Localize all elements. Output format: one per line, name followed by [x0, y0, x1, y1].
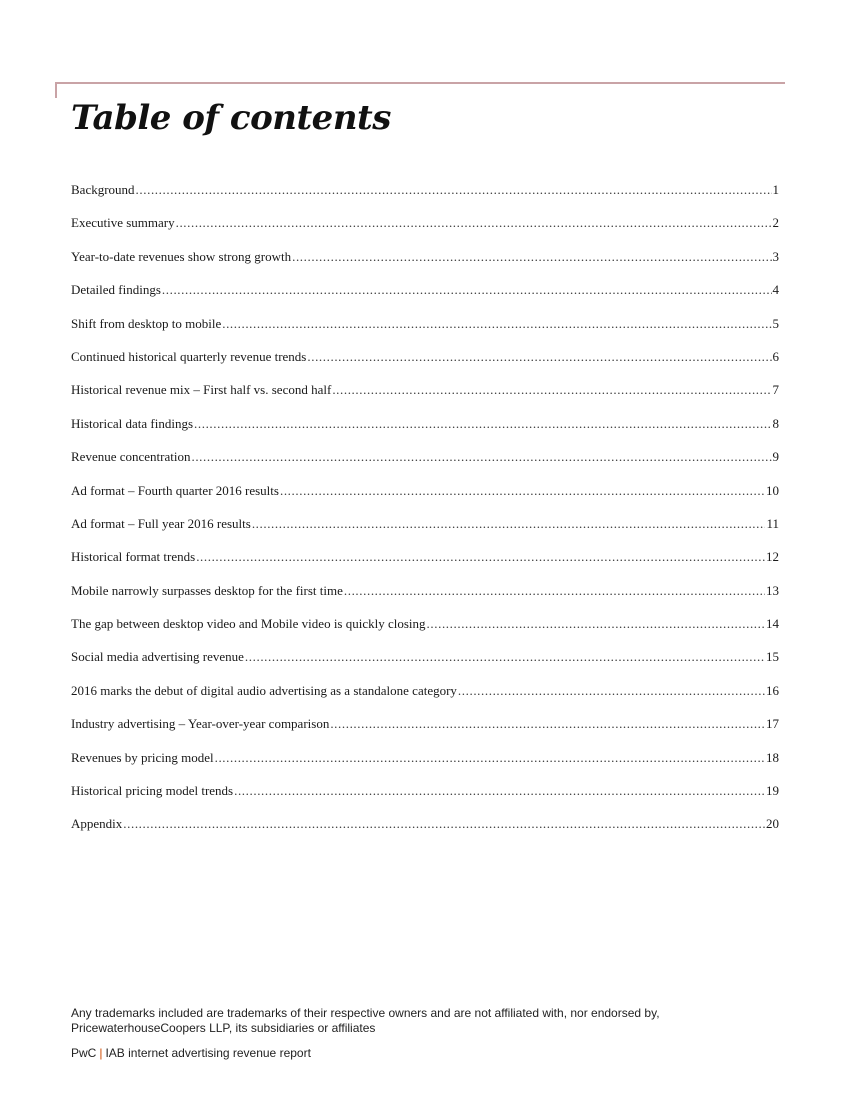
- toc-entry[interactable]: [71, 781, 779, 814]
- toc-dot-leader: [252, 514, 766, 534]
- toc-entry-label: Appendix: [71, 816, 123, 832]
- toc-entry[interactable]: [71, 814, 779, 847]
- toc-entry[interactable]: [71, 180, 779, 213]
- toc-entry-label: Detailed findings: [71, 282, 161, 298]
- toc-entry-label: Historical pricing model trends: [71, 783, 234, 799]
- toc-entry-label: Shift from desktop to mobile: [71, 315, 222, 331]
- page-title: Table of contents: [71, 98, 391, 138]
- toc-entry[interactable]: [71, 581, 779, 614]
- toc-entry-label: Background: [71, 182, 135, 197]
- toc-dot-leader: [123, 814, 765, 834]
- toc-dot-leader: [344, 581, 765, 601]
- toc-entry-page-number: 13: [766, 582, 779, 598]
- toc-entry-label: Revenues by pricing model: [71, 749, 214, 765]
- footer-brand: PwC: [71, 1046, 97, 1060]
- toc-entry-label: 2016 marks the debut of digital audio advertising as a standalone category: [71, 682, 457, 698]
- trademark-disclaimer: Any trademarks included are trademarks of their respective owners and are not affiliated with, nor endorsed by, PricewaterhouseCoopers LLP, its subsidiaries or affiliates: [71, 1006, 660, 1035]
- toc-dot-leader: [196, 547, 765, 567]
- toc-entry-label: Executive summary: [71, 215, 175, 231]
- toc-entry-label: Historical format trends: [71, 549, 196, 565]
- toc-dot-leader: [330, 714, 765, 734]
- toc-entry-page-number: 7: [772, 382, 779, 398]
- toc-entry-label: Continued historical quarterly revenue trends: [71, 348, 307, 364]
- toc-entry-page-number: 5: [772, 315, 779, 331]
- toc-dot-leader: [191, 447, 771, 467]
- toc-entry-page-number: 19: [766, 783, 779, 799]
- toc-entry-page-number: 11: [766, 515, 779, 531]
- toc-dot-leader: [427, 614, 765, 634]
- toc-entry[interactable]: [71, 447, 779, 480]
- toc-entry-label: Historical revenue mix – First half vs. second half: [71, 382, 332, 398]
- toc-dot-leader: [280, 481, 765, 501]
- toc-dot-leader: [215, 748, 765, 768]
- toc-entry-page-number: 18: [766, 749, 779, 765]
- toc-entry[interactable]: [71, 647, 779, 680]
- toc-dot-leader: [307, 347, 771, 367]
- toc-entry-label: Historical data findings: [71, 415, 194, 431]
- footer-separator: |: [99, 1046, 103, 1060]
- toc-entry[interactable]: [71, 280, 779, 313]
- toc-entry-label: Social media advertising revenue: [71, 649, 244, 665]
- toc-dot-leader: [194, 414, 771, 434]
- toc-dot-leader: [234, 781, 765, 801]
- toc-entry-page-number: 8: [772, 415, 779, 431]
- toc-entry-page-number: 2: [772, 215, 779, 231]
- toc-entry-page-number: 14: [766, 616, 779, 632]
- toc-entry[interactable]: [71, 247, 779, 280]
- toc-dot-leader: [136, 180, 772, 200]
- toc-entry-page-number: 9: [772, 449, 779, 465]
- toc-entry[interactable]: [71, 748, 779, 781]
- toc-entry-page-number: 20: [766, 816, 779, 832]
- toc-entry[interactable]: [71, 714, 779, 747]
- toc-entry-page-number: 4: [772, 282, 779, 298]
- toc-dot-leader: [162, 280, 772, 300]
- toc-entry-label: Ad format – Fourth quarter 2016 results: [71, 482, 279, 498]
- toc-dot-leader: [245, 647, 765, 667]
- toc-entry-label: The gap between desktop video and Mobile video is quickly closing: [71, 616, 426, 632]
- toc-entry-label: Year-to-date revenues show strong growth: [71, 248, 292, 264]
- toc-entry[interactable]: [71, 314, 779, 347]
- toc-dot-leader: [222, 314, 771, 334]
- table-of-contents: [71, 180, 779, 848]
- header-corner-mark: [55, 82, 57, 98]
- toc-entry[interactable]: [71, 380, 779, 413]
- footer-report-name: IAB internet advertising revenue report: [105, 1046, 311, 1060]
- toc-entry-page-number: 3: [772, 248, 779, 264]
- toc-dot-leader: [332, 380, 771, 400]
- toc-entry[interactable]: [71, 547, 779, 580]
- toc-entry-label: Ad format – Full year 2016 results: [71, 515, 251, 531]
- toc-entry-page-number: 17: [766, 716, 779, 732]
- toc-entry-page-number: 15: [766, 649, 779, 665]
- toc-entry[interactable]: [71, 347, 779, 380]
- page-footer: [71, 1046, 311, 1061]
- toc-entry-label: Industry advertising – Year-over-year comparison: [71, 716, 330, 732]
- toc-entry-page-number: 1: [772, 182, 779, 197]
- toc-entry[interactable]: [71, 514, 779, 547]
- toc-entry-label: Mobile narrowly surpasses desktop for the first time: [71, 582, 343, 598]
- toc-entry[interactable]: [71, 213, 779, 246]
- toc-entry-label: Revenue concentration: [71, 449, 191, 465]
- toc-entry[interactable]: [71, 681, 779, 714]
- toc-entry-page-number: 12: [766, 549, 779, 565]
- toc-dot-leader: [458, 681, 765, 701]
- toc-dot-leader: [292, 247, 771, 267]
- toc-entry-page-number: 10: [766, 482, 779, 498]
- toc-entry-page-number: 16: [766, 682, 779, 698]
- toc-entry-page-number: 6: [772, 348, 779, 364]
- toc-entry[interactable]: [71, 414, 779, 447]
- toc-dot-leader: [176, 213, 772, 233]
- toc-entry[interactable]: [71, 614, 779, 647]
- toc-entry[interactable]: [71, 481, 779, 514]
- header-rule: [55, 82, 785, 84]
